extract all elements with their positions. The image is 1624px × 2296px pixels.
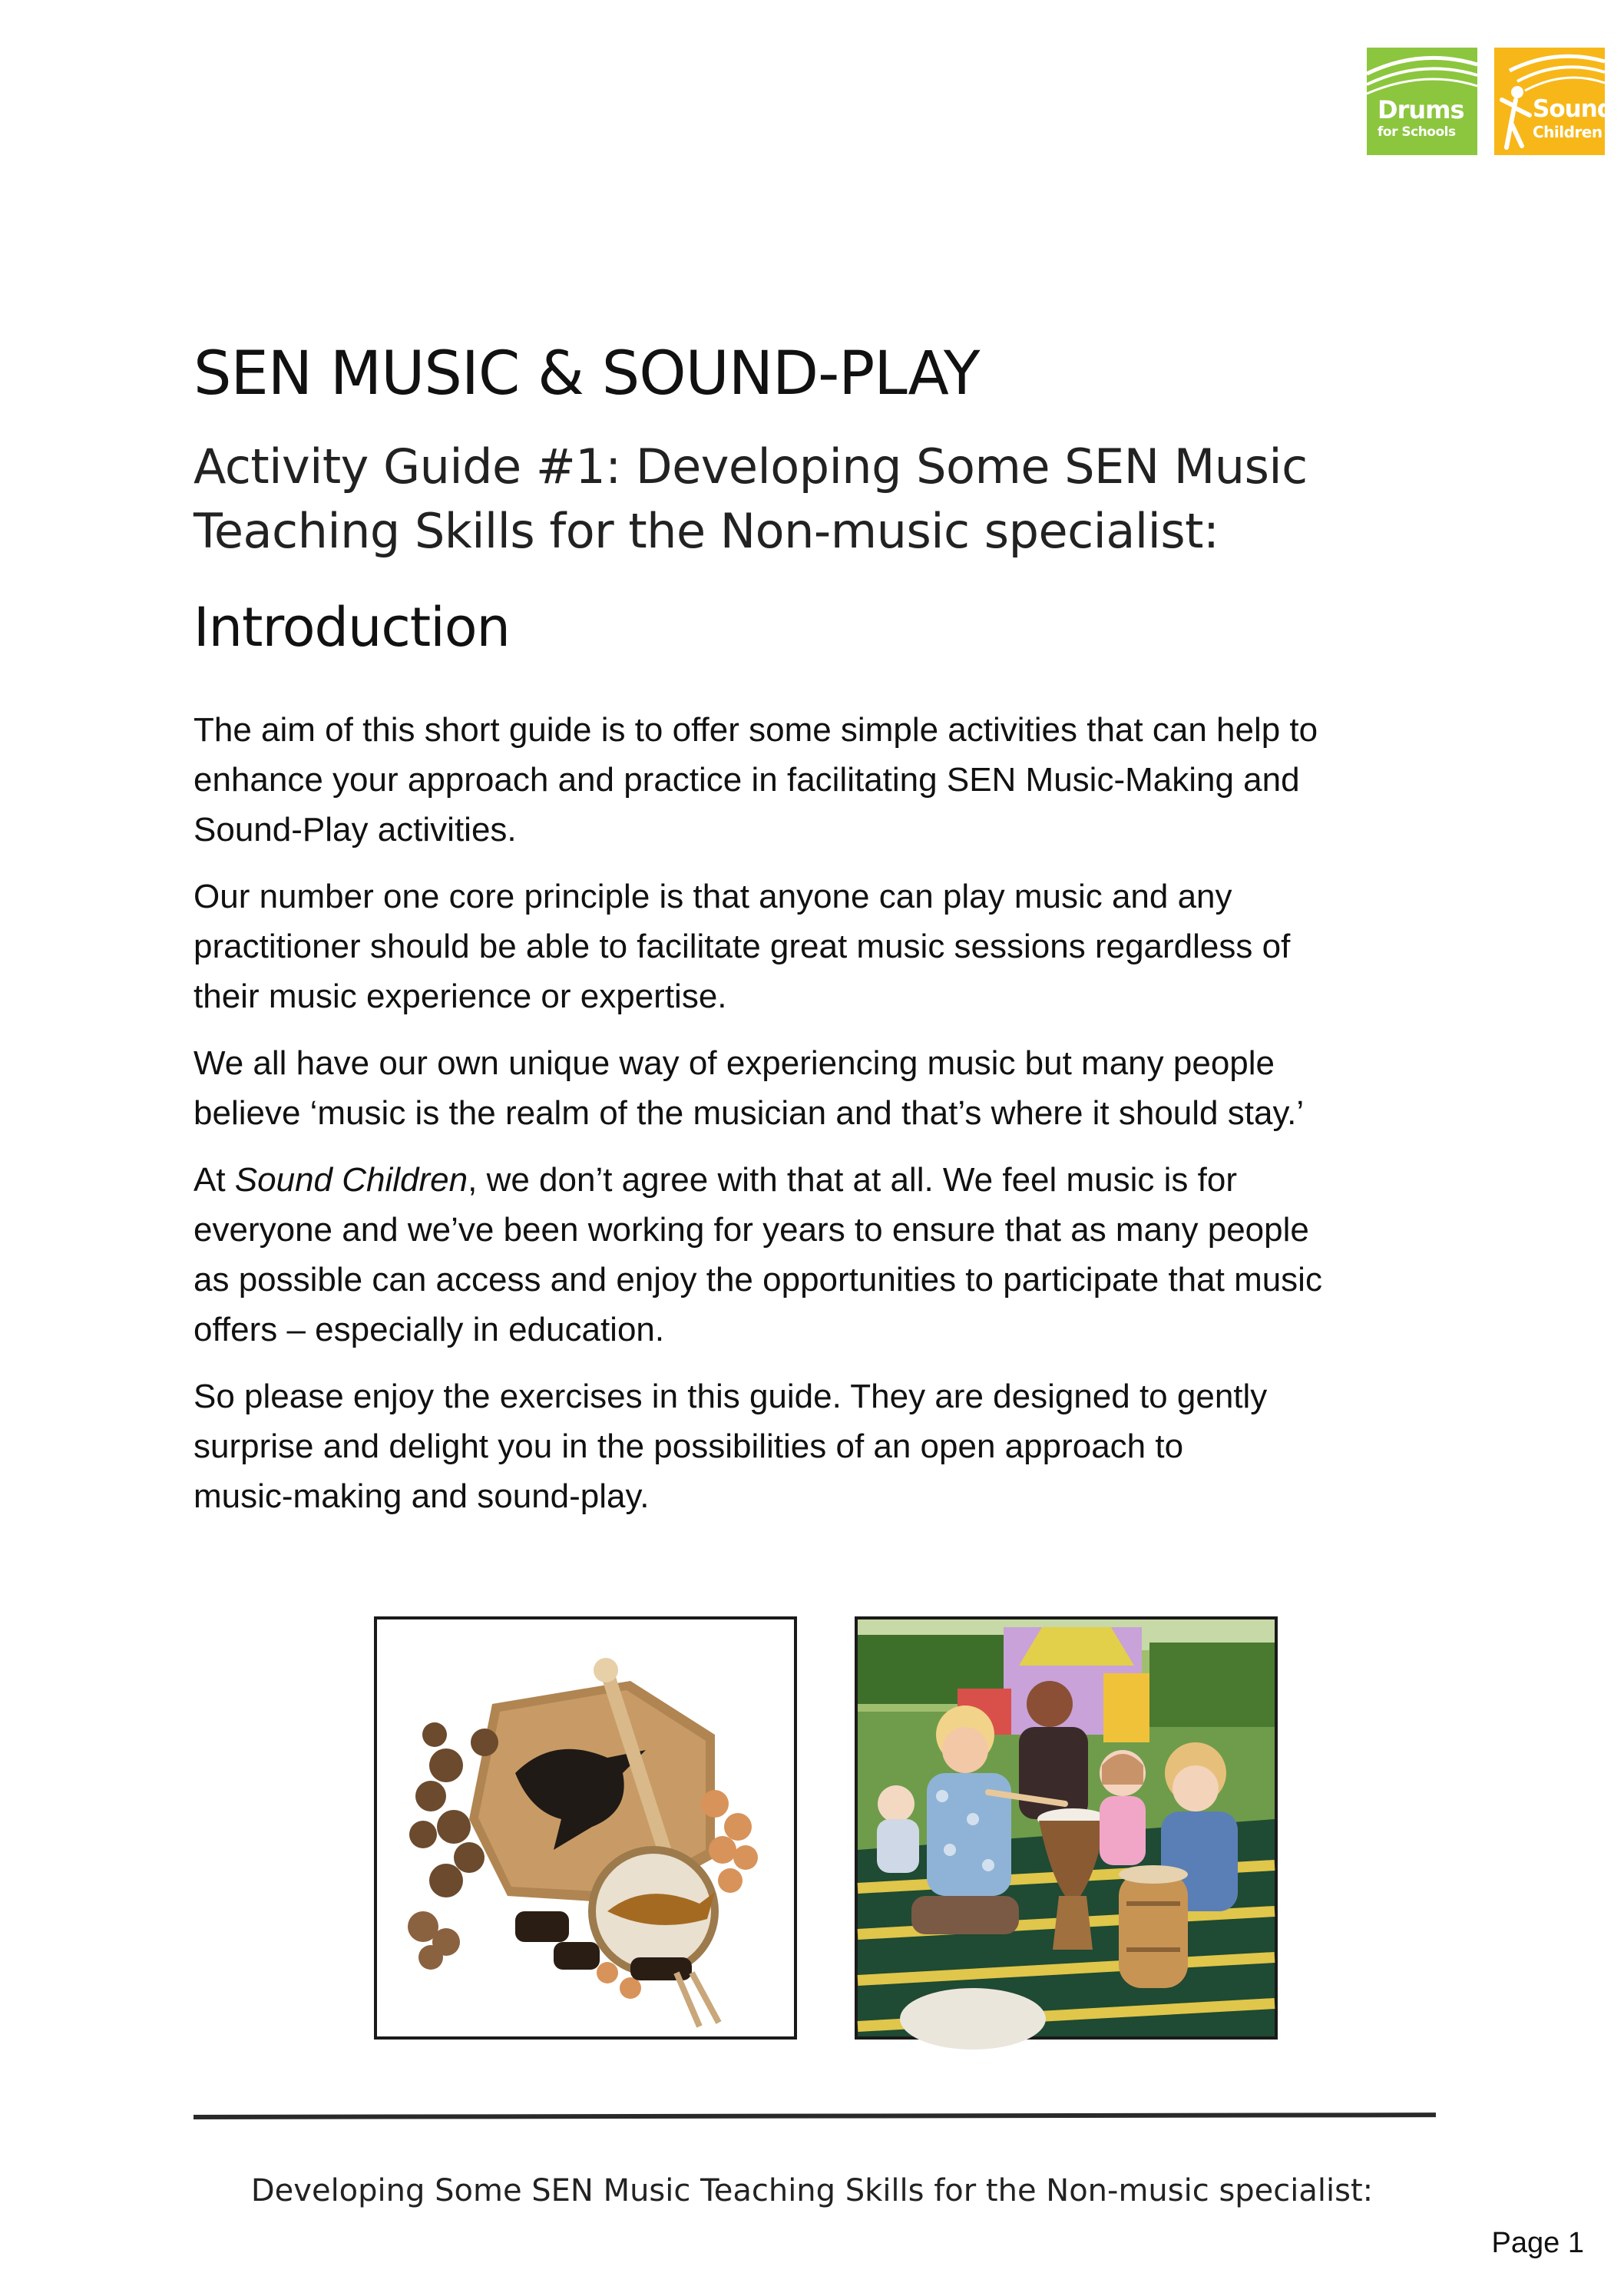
text-line xyxy=(193,1155,1453,1205)
page-subtitle xyxy=(193,435,1391,564)
text-line: believe ‘music is the realm of the musician and that’s where it should stay.’ xyxy=(193,1094,1305,1132)
text-line: The aim of this short guide is to offer some simple activities that can help to xyxy=(193,711,1318,749)
text-fragment: At xyxy=(193,1161,235,1199)
paragraph-4 xyxy=(193,1155,1453,1355)
subtitle-line-2: Teaching Skills for the Non-music specialist: xyxy=(193,503,1219,559)
percussion-instruments-illustration xyxy=(377,1619,794,2036)
page-number: Page 1 xyxy=(1491,2227,1584,2259)
introduction-body xyxy=(193,705,1453,1538)
text-line: everyone and we’ve been working for years to ensure that as many people xyxy=(193,1211,1309,1249)
sound-children-emphasis: Sound Children xyxy=(234,1161,468,1199)
paragraph-2 xyxy=(193,872,1453,1021)
sound-children-logo xyxy=(1494,48,1613,155)
text-line: practitioner should be able to facilitate great music sessions regardless of xyxy=(193,928,1291,965)
footer-text: Developing Some SEN Music Teaching Skills for the Non-music specialist: xyxy=(250,2173,1374,2208)
child-figure-icon xyxy=(1499,84,1533,151)
text-line: Our number one core principle is that anyone can play music and any xyxy=(193,878,1232,915)
text-line: their music experience or expertise. xyxy=(193,978,727,1015)
text-line: as possible can access and enjoy the opportunities to participate that music xyxy=(193,1261,1322,1299)
footer-divider xyxy=(193,2112,1436,2119)
paragraph-5 xyxy=(193,1371,1453,1521)
logo-sound-line2: Children xyxy=(1533,123,1603,141)
paragraph-1 xyxy=(193,705,1453,855)
text-line: We all have our own unique way of experiencing music but many people xyxy=(193,1044,1275,1082)
logo-sound-line1: Sound xyxy=(1533,95,1613,123)
children-playing-drums-photo xyxy=(855,1616,1278,2040)
logo-drums-line1: Drums xyxy=(1378,95,1464,124)
text-line: surprise and delight you in the possibilities of an open approach to xyxy=(193,1428,1184,1465)
subtitle-line-1: Activity Guide #1: Developing Some SEN Music xyxy=(193,438,1308,495)
percussion-instruments-photo xyxy=(374,1616,797,2040)
logo-drums-line2: for Schools xyxy=(1378,124,1456,140)
text-fragment: , we don’t agree with that at all. We feel music is for xyxy=(468,1161,1237,1199)
children-playing-drums-illustration xyxy=(858,1619,1275,2036)
section-heading-introduction: Introduction xyxy=(193,596,510,659)
page-title: SEN MUSIC & SOUND-PLAY xyxy=(193,339,980,409)
text-line: offers – especially in education. xyxy=(193,1311,665,1348)
drums-for-schools-logo xyxy=(1367,48,1477,155)
text-line: music-making and sound-play. xyxy=(193,1477,650,1515)
text-line: enhance your approach and practice in facilitating SEN Music-Making and xyxy=(193,761,1300,799)
paragraph-3 xyxy=(193,1038,1453,1138)
text-line: So please enjoy the exercises in this guide. They are designed to gently xyxy=(193,1378,1268,1415)
text-line: Sound-Play activities. xyxy=(193,811,517,849)
